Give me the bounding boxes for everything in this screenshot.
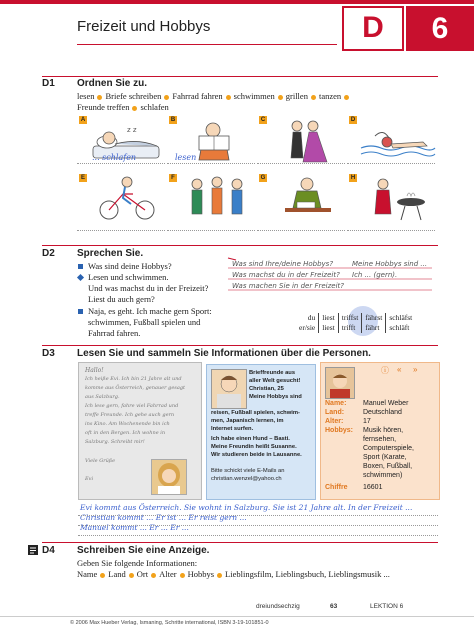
rewind-icon[interactable]: « <box>397 365 402 374</box>
svg-text:z z: z z <box>127 126 137 134</box>
notebook-signature: Evi <box>85 476 94 482</box>
verb-form: trifft <box>338 323 362 333</box>
ad-line: Internet surfen. <box>211 426 254 432</box>
conjugation-table <box>296 313 415 333</box>
conj-row <box>296 323 415 333</box>
picture-label: H <box>350 175 356 181</box>
profile-key: Land: <box>325 409 345 416</box>
picture-label: F <box>169 174 177 182</box>
d2-instruction: Sprechen Sie. <box>77 248 144 259</box>
example-line: Evi kommt aus Österreich. Sie wohnt in Salzburg. Sie ist 21 Jahre alt. In der Freizeit ... <box>80 503 413 512</box>
page-number: 63 <box>330 603 338 610</box>
top-accent-bar <box>0 0 474 4</box>
section-id-d4: D4 <box>42 545 55 556</box>
cycling-person-illustration <box>87 174 167 222</box>
profile-value: Computerspiele, <box>363 445 414 452</box>
pronoun: du <box>307 313 316 322</box>
word: Fahrrad fahren <box>172 91 223 101</box>
answer-b: lesen <box>175 153 197 162</box>
notebook-line: komme aus Österreich, genauer gesagt <box>85 385 186 391</box>
notebook-line: Salzburg. Schreibt mir! <box>85 439 145 445</box>
section-id-d2: D2 <box>42 248 55 259</box>
notebook-line: ins Kino. Am Wochenende bin ich <box>85 421 170 427</box>
d3-instruction: Lesen Sie und sammeln Sie Informationen über die Personen. <box>77 348 371 359</box>
d2-line: Fahrrad fahren. <box>88 328 141 338</box>
christian-photo <box>211 369 247 409</box>
verb-form: fährst <box>362 313 386 323</box>
conj-row <box>296 313 415 323</box>
ad-line: reisen, Fußball spielen, schwim- <box>211 410 300 416</box>
profile-key: Name: <box>325 400 347 407</box>
page-title: Freizeit und Hobbys <box>77 18 211 35</box>
bullet-dot <box>97 95 102 100</box>
answer-line[interactable] <box>78 524 438 526</box>
forward-icon[interactable]: » <box>413 365 418 374</box>
dancing-couple-illustration <box>267 118 347 164</box>
speaker-a-bullet <box>78 309 83 314</box>
picture-label: A <box>80 117 86 123</box>
answer-line[interactable] <box>77 229 165 231</box>
word: schlafen <box>140 102 169 112</box>
copyright: © 2006 Max Hueber Verlag, Ismaning, Schritte international, ISBN 3-19-101851-0 <box>70 620 269 626</box>
picture-label: G <box>260 175 266 181</box>
answer-line[interactable] <box>77 162 165 164</box>
writing-task-icon <box>28 545 38 555</box>
bullet-dot <box>344 95 349 100</box>
bullet-dot <box>311 95 316 100</box>
ad-line: Ich habe einen Hund – Basti. <box>211 436 290 442</box>
dialog-question: Was machst du in der Freizeit? <box>232 271 340 279</box>
section-divider <box>42 76 438 77</box>
picture-label: E <box>80 175 85 181</box>
section-divider <box>42 245 438 246</box>
dialog-answer: Meine Hobbys sind ... <box>352 260 428 268</box>
item: Lieblingsfilm, Lieblingsbuch, Lieblingsmusik ... <box>225 569 390 579</box>
example-line: Manuel kommt ... Er ... Er ... <box>80 523 189 532</box>
letter-writing-illustration <box>267 174 347 222</box>
lesson-tab-number: 6 <box>406 6 474 51</box>
bullet-dot <box>164 95 169 100</box>
verb-form: liest <box>319 323 339 333</box>
profile-value: Deutschland <box>363 409 402 416</box>
word: Freunde treffen <box>77 102 130 112</box>
notebook-letter <box>78 362 202 500</box>
answer-line[interactable] <box>347 229 435 231</box>
page-word: dreiundsechzig <box>256 603 300 610</box>
item: Alter <box>159 569 177 579</box>
pronoun: er/sie <box>299 323 316 332</box>
speaker-a-bullet <box>78 264 83 269</box>
manuel-profile <box>320 362 440 500</box>
bullet-dot <box>129 573 134 578</box>
word: lesen <box>77 91 95 101</box>
answer-line[interactable] <box>78 514 438 516</box>
d4-items <box>77 569 447 580</box>
notebook-line: treffe Freunde. Ich gehe auch gern <box>85 412 175 418</box>
section-id-d1: D1 <box>42 78 55 89</box>
bullet-dot <box>226 95 231 100</box>
d4-line: Geben Sie folgende Informationen: <box>77 558 198 568</box>
notebook-line: aus Salzburg. <box>85 394 120 400</box>
word: grillen <box>285 91 308 101</box>
d1-word-line-2 <box>77 102 437 113</box>
profile-value: 17 <box>363 418 371 425</box>
section-divider <box>42 345 438 346</box>
dialog-question: Was machen Sie in der Freizeit? <box>232 282 344 290</box>
ad-line: Wir studieren beide in Lausanne. <box>211 452 302 458</box>
notebook-greeting: Hallo! <box>85 367 104 374</box>
manuel-photo <box>325 367 355 399</box>
info-icon[interactable]: ⓘ <box>381 366 389 375</box>
speaker-b-bullet <box>77 274 84 281</box>
ad-line: aller Welt gesucht! <box>249 378 301 384</box>
friends-meeting-illustration <box>177 174 257 222</box>
ad-line: Meine Freundin heißt Susanne. <box>211 444 297 450</box>
item: Hobbys <box>187 569 215 579</box>
ad-contact: Bitte schickt viele E-Mails an <box>211 468 285 474</box>
notebook-line: Ich heiße Evi. Ich bin 21 Jahre alt und <box>85 376 182 382</box>
answer-line[interactable] <box>78 534 438 536</box>
bullet-dot <box>151 573 156 578</box>
profile-value: Sport (Karate, <box>363 454 407 461</box>
ad-line: Meine Hobbys sind <box>249 394 302 400</box>
item: Ort <box>136 569 149 579</box>
verb-form: fährt <box>362 323 386 333</box>
section-id-d3: D3 <box>42 348 55 359</box>
example-line: Christian kommt ... Er ist ... Er reist gern ... <box>80 513 247 522</box>
profile-value: Musik hören, <box>363 427 404 434</box>
profile-value: schwimmen) <box>363 472 403 479</box>
grilling-person-illustration <box>357 174 437 222</box>
swimming-person-illustration <box>357 118 437 164</box>
d2-line: Was sind deine Hobbys? <box>88 261 172 271</box>
profile-value: 16601 <box>363 484 383 491</box>
picture-label: D <box>350 117 356 123</box>
answer-line[interactable] <box>347 162 435 164</box>
word: schwimmen <box>233 91 275 101</box>
word: Briefe schreiben <box>105 91 162 101</box>
title-underline <box>77 44 337 45</box>
ad-line: Christian, 25 <box>249 386 284 392</box>
verb-form: liest <box>319 313 339 323</box>
section-tab-letter: D <box>342 6 404 51</box>
d2-line: Naja, es geht. Ich mache gern Sport: <box>88 306 212 316</box>
profile-value: Boxen, Fußball, <box>363 463 413 470</box>
d2-line: Und was machst du in der Freizeit? <box>88 283 209 293</box>
d2-line: Lesen und schwimmen. <box>88 272 169 282</box>
evi-photo <box>151 459 187 495</box>
notebook-line: Viele Grüße <box>85 458 116 464</box>
profile-value: fernsehen, <box>363 436 397 443</box>
profile-key: Alter: <box>325 418 344 425</box>
answer-line[interactable] <box>167 162 255 164</box>
verb-form: schläfst <box>386 313 415 323</box>
picture-label: C <box>260 117 266 123</box>
dialog-answer: Ich ... (gern). <box>352 271 398 279</box>
d4-instruction: Schreiben Sie eine Anzeige. <box>77 545 210 556</box>
bullet-dot <box>100 573 105 578</box>
d1-word-line-1 <box>77 91 437 102</box>
bullet-dot <box>217 573 222 578</box>
answer-a: ... schlafen <box>92 153 137 162</box>
d2-line: schwimmen, Fußball spielen und <box>88 317 201 327</box>
section-divider <box>42 542 438 543</box>
notebook-line: Ich lese gern, fahre viel Fahrrad und <box>85 403 179 409</box>
dialog-question: Was sind Ihre/deine Hobbys? <box>232 260 334 268</box>
profile-key: Hobbys: <box>325 427 353 434</box>
d1-picture-row-2 <box>77 170 437 228</box>
bullet-dot <box>180 573 185 578</box>
ad-line: Brieffreunde aus <box>249 370 296 376</box>
answer-line[interactable] <box>257 229 345 231</box>
answer-line[interactable] <box>257 162 345 164</box>
notebook-line: oft in den Bergen. Ich wohne in <box>85 430 166 436</box>
bullet-dot <box>278 95 283 100</box>
answer-line[interactable] <box>167 229 255 231</box>
christian-ad <box>206 364 316 500</box>
d1-instruction: Ordnen Sie zu. <box>77 78 148 89</box>
d1-picture-row-1 <box>77 114 437 174</box>
lesson-label: LEKTION 6 <box>370 603 404 610</box>
footer-divider <box>0 616 474 617</box>
ad-email: christian.wenzel@yahoo.ch <box>211 476 282 482</box>
d2-line: Liest du auch gern? <box>88 294 155 304</box>
item: Name <box>77 569 98 579</box>
verb-form: triffst <box>338 313 362 323</box>
bullet-dot <box>132 106 137 111</box>
ad-line: men, Japanisch lernen, im <box>211 418 284 424</box>
profile-value: Manuel Weber <box>363 400 409 407</box>
item: Land <box>108 569 126 579</box>
verb-form: schläft <box>386 323 415 333</box>
picture-label: B <box>170 117 176 123</box>
profile-key: Chiffre <box>325 484 348 491</box>
word: tanzen <box>318 91 342 101</box>
